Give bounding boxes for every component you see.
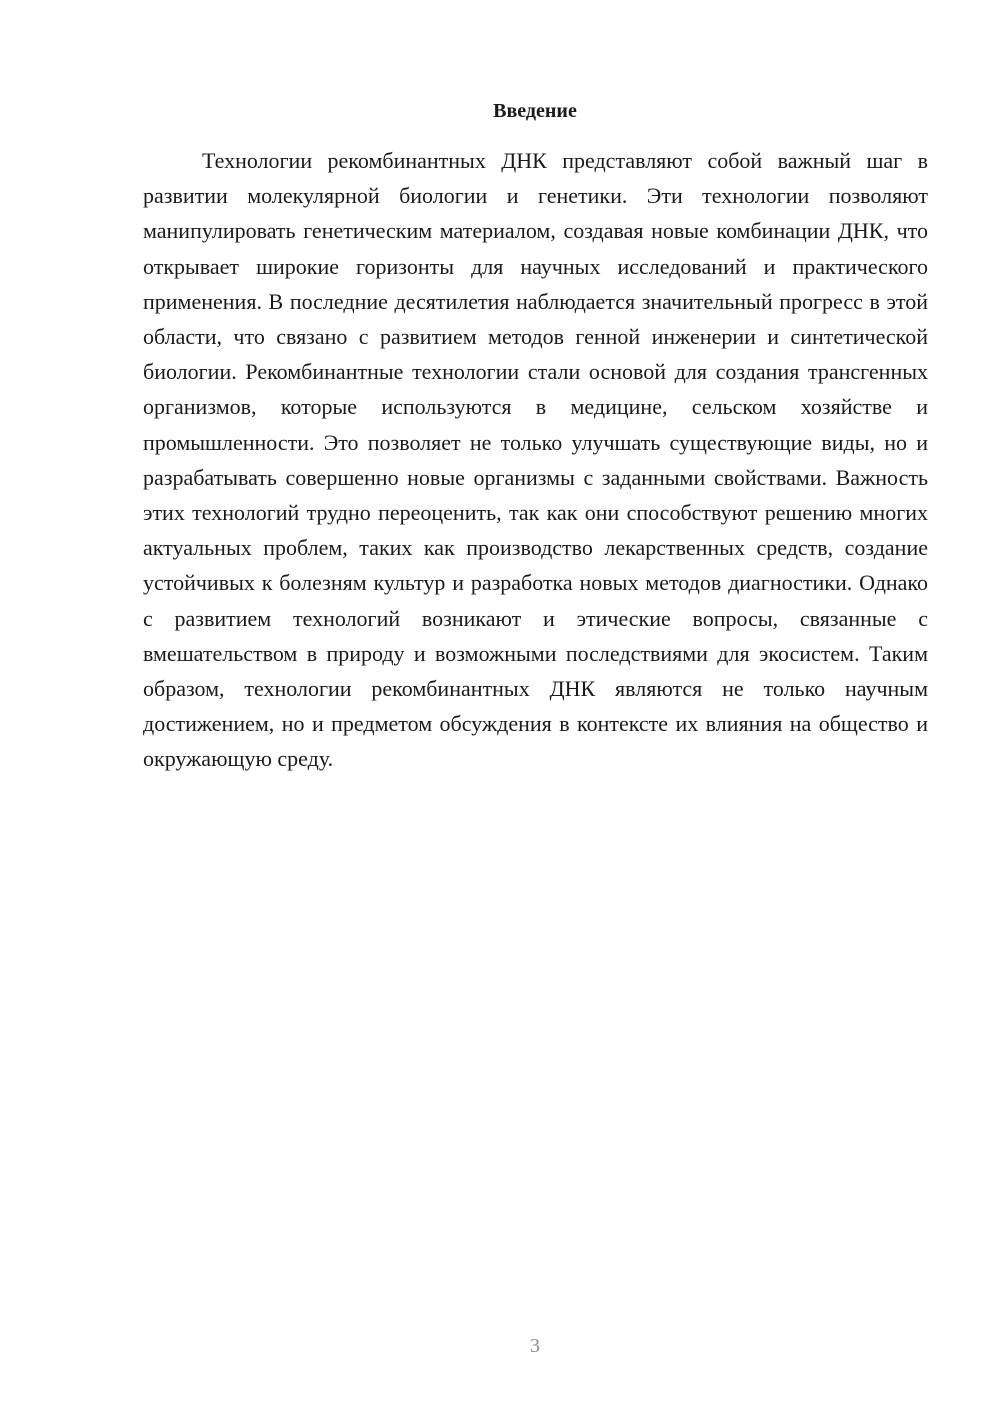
intro-paragraph: Технологии рекомбинантных ДНК представляют собой важный шаг в развитии молекулярной биологии и генетики. Эти технологии позволяют манипулировать генетическим материалом, создавая новые комбинации ДНК, что открывает широкие горизонты для научных исследований и практического применения. В последние десятилетия наблюдается значительный прогресс в этой области, что связано с развитием методов генной инженерии и синтетической биологии. Рекомбинантные технологии стали основой для создания трансгенных организмов, которые используются в медицине, сельском хозяйстве и промышленности. Это позволяет не только улучшать существующие виды, но и разрабатывать совершенно новые организмы с заданными свойствами. Важность этих технологий трудно переоценить, так как они способствуют решению многих актуальных проблем, таких как производство лекарственных средств, создание устойчивых к болезням культур и разработка новых методов диагностики. Однако с развитием технологий возникают и этические вопросы, связанные с вмешательством в природу и возможными последствиями для экосистем. Таким образом, технологии рекомбинантных ДНК являются не только научным достижением, но и предметом обсуждения в контексте их влияния на общество и окружающую среду.: [143, 148, 928, 772]
page-number: 3: [530, 1335, 540, 1357]
section-title: Введение: [493, 100, 577, 122]
